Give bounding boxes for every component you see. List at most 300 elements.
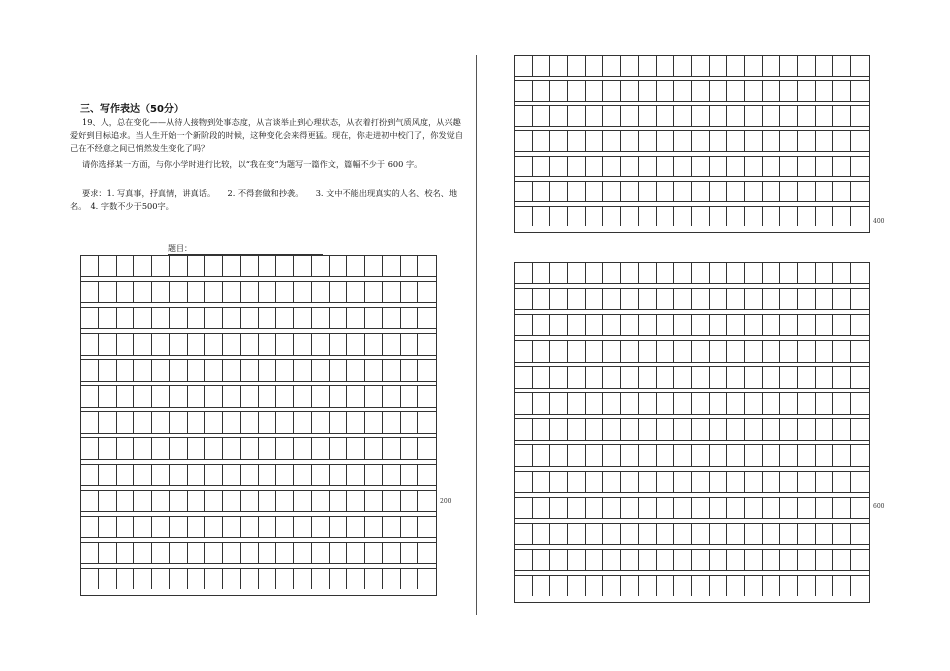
grid-cell[interactable] — [312, 412, 330, 432]
grid-cell[interactable] — [312, 386, 330, 406]
grid-cell[interactable] — [533, 263, 551, 283]
grid-cell[interactable] — [657, 56, 675, 76]
grid-cell[interactable] — [674, 182, 692, 202]
grid-cell[interactable] — [851, 498, 869, 518]
grid-cell[interactable] — [710, 289, 728, 309]
grid-cell[interactable] — [586, 289, 604, 309]
grid-cell[interactable] — [639, 393, 657, 413]
grid-cell[interactable] — [223, 491, 241, 511]
grid-cell[interactable] — [134, 517, 152, 537]
grid-cell[interactable] — [798, 576, 816, 596]
grid-cell[interactable] — [621, 157, 639, 177]
grid-cell[interactable] — [603, 498, 621, 518]
grid-cell[interactable] — [276, 334, 294, 354]
grid-cell[interactable] — [727, 157, 745, 177]
grid-cell[interactable] — [294, 491, 312, 511]
grid-cell[interactable] — [152, 360, 170, 380]
grid-cell[interactable] — [99, 386, 117, 406]
grid-cell[interactable] — [710, 263, 728, 283]
grid-cell[interactable] — [833, 207, 851, 227]
grid-cell[interactable] — [205, 543, 223, 563]
grid-cell[interactable] — [117, 334, 135, 354]
grid-cell[interactable] — [294, 569, 312, 589]
grid-cell[interactable] — [383, 543, 401, 563]
grid-cell[interactable] — [418, 256, 436, 276]
writing-grid-400[interactable] — [514, 55, 870, 233]
grid-cell[interactable] — [515, 207, 533, 227]
grid-cell[interactable] — [763, 182, 781, 202]
grid-cell[interactable] — [312, 308, 330, 328]
grid-cell[interactable] — [330, 308, 348, 328]
grid-cell[interactable] — [188, 543, 206, 563]
grid-cell[interactable] — [550, 106, 568, 126]
grid-cell[interactable] — [170, 465, 188, 485]
grid-cell[interactable] — [674, 263, 692, 283]
grid-cell[interactable] — [692, 393, 710, 413]
grid-cell[interactable] — [550, 576, 568, 596]
grid-cell[interactable] — [745, 207, 763, 227]
grid-cell[interactable] — [276, 517, 294, 537]
grid-cell[interactable] — [603, 367, 621, 387]
grid-cell[interactable] — [603, 445, 621, 465]
grid-cell[interactable] — [99, 438, 117, 458]
grid-cell[interactable] — [312, 491, 330, 511]
grid-cell[interactable] — [586, 56, 604, 76]
grid-cell[interactable] — [99, 569, 117, 589]
grid-cell[interactable] — [639, 106, 657, 126]
grid-cell[interactable] — [401, 465, 419, 485]
grid-cell[interactable] — [763, 341, 781, 361]
grid-cell[interactable] — [763, 550, 781, 570]
grid-cell[interactable] — [134, 543, 152, 563]
grid-cell[interactable] — [533, 550, 551, 570]
grid-cell[interactable] — [798, 81, 816, 101]
grid-cell[interactable] — [568, 341, 586, 361]
grid-cell[interactable] — [710, 524, 728, 544]
grid-cell[interactable] — [241, 360, 259, 380]
grid-cell[interactable] — [586, 550, 604, 570]
grid-cell[interactable] — [347, 517, 365, 537]
grid-cell[interactable] — [347, 465, 365, 485]
grid-cell[interactable] — [692, 81, 710, 101]
grid-cell[interactable] — [259, 308, 277, 328]
grid-cell[interactable] — [639, 445, 657, 465]
grid-cell[interactable] — [833, 81, 851, 101]
grid-cell[interactable] — [727, 341, 745, 361]
grid-cell[interactable] — [152, 438, 170, 458]
grid-cell[interactable] — [330, 543, 348, 563]
grid-cell[interactable] — [418, 282, 436, 302]
grid-cell[interactable] — [170, 256, 188, 276]
grid-cell[interactable] — [515, 498, 533, 518]
grid-cell[interactable] — [621, 498, 639, 518]
grid-cell[interactable] — [780, 524, 798, 544]
grid-cell[interactable] — [81, 517, 99, 537]
grid-cell[interactable] — [294, 308, 312, 328]
grid-cell[interactable] — [603, 207, 621, 227]
grid-cell[interactable] — [533, 576, 551, 596]
grid-cell[interactable] — [99, 256, 117, 276]
grid-cell[interactable] — [550, 289, 568, 309]
grid-cell[interactable] — [276, 569, 294, 589]
grid-cell[interactable] — [833, 157, 851, 177]
grid-cell[interactable] — [763, 289, 781, 309]
grid-cell[interactable] — [515, 341, 533, 361]
grid-cell[interactable] — [692, 445, 710, 465]
grid-cell[interactable] — [621, 367, 639, 387]
grid-cell[interactable] — [833, 367, 851, 387]
grid-cell[interactable] — [568, 576, 586, 596]
grid-cell[interactable] — [223, 412, 241, 432]
grid-cell[interactable] — [763, 393, 781, 413]
grid-cell[interactable] — [365, 569, 383, 589]
grid-cell[interactable] — [365, 491, 383, 511]
grid-cell[interactable] — [745, 182, 763, 202]
grid-cell[interactable] — [851, 56, 869, 76]
grid-cell[interactable] — [188, 491, 206, 511]
grid-cell[interactable] — [657, 419, 675, 439]
grid-cell[interactable] — [727, 367, 745, 387]
grid-cell[interactable] — [312, 543, 330, 563]
grid-cell[interactable] — [515, 289, 533, 309]
grid-cell[interactable] — [276, 256, 294, 276]
grid-cell[interactable] — [798, 550, 816, 570]
grid-cell[interactable] — [241, 412, 259, 432]
grid-cell[interactable] — [586, 263, 604, 283]
grid-cell[interactable] — [401, 282, 419, 302]
grid-cell[interactable] — [383, 465, 401, 485]
grid-cell[interactable] — [134, 334, 152, 354]
grid-cell[interactable] — [586, 524, 604, 544]
grid-cell[interactable] — [568, 419, 586, 439]
grid-cell[interactable] — [550, 472, 568, 492]
grid-cell[interactable] — [550, 419, 568, 439]
grid-cell[interactable] — [170, 282, 188, 302]
grid-cell[interactable] — [205, 360, 223, 380]
grid-cell[interactable] — [294, 412, 312, 432]
grid-cell[interactable] — [833, 524, 851, 544]
grid-cell[interactable] — [745, 56, 763, 76]
grid-cell[interactable] — [851, 157, 869, 177]
grid-cell[interactable] — [603, 550, 621, 570]
grid-cell[interactable] — [603, 263, 621, 283]
grid-cell[interactable] — [780, 207, 798, 227]
grid-cell[interactable] — [533, 315, 551, 335]
grid-cell[interactable] — [515, 106, 533, 126]
grid-cell[interactable] — [134, 282, 152, 302]
grid-cell[interactable] — [401, 543, 419, 563]
grid-cell[interactable] — [241, 256, 259, 276]
grid-cell[interactable] — [692, 341, 710, 361]
grid-cell[interactable] — [833, 289, 851, 309]
grid-cell[interactable] — [727, 56, 745, 76]
grid-cell[interactable] — [674, 341, 692, 361]
grid-cell[interactable] — [833, 315, 851, 335]
grid-cell[interactable] — [586, 341, 604, 361]
grid-cell[interactable] — [851, 289, 869, 309]
grid-cell[interactable] — [727, 289, 745, 309]
grid-cell[interactable] — [833, 445, 851, 465]
grid-cell[interactable] — [816, 576, 834, 596]
grid-cell[interactable] — [134, 386, 152, 406]
grid-cell[interactable] — [276, 282, 294, 302]
grid-cell[interactable] — [383, 360, 401, 380]
grid-cell[interactable] — [710, 576, 728, 596]
grid-cell[interactable] — [533, 81, 551, 101]
grid-cell[interactable] — [294, 543, 312, 563]
grid-cell[interactable] — [241, 282, 259, 302]
grid-cell[interactable] — [347, 438, 365, 458]
grid-cell[interactable] — [383, 256, 401, 276]
grid-cell[interactable] — [99, 517, 117, 537]
grid-cell[interactable] — [294, 334, 312, 354]
grid-cell[interactable] — [621, 106, 639, 126]
grid-cell[interactable] — [639, 157, 657, 177]
grid-cell[interactable] — [763, 419, 781, 439]
grid-cell[interactable] — [603, 131, 621, 151]
grid-cell[interactable] — [727, 131, 745, 151]
grid-cell[interactable] — [294, 465, 312, 485]
grid-cell[interactable] — [81, 334, 99, 354]
grid-cell[interactable] — [312, 438, 330, 458]
grid-cell[interactable] — [294, 517, 312, 537]
grid-cell[interactable] — [851, 106, 869, 126]
grid-cell[interactable] — [780, 106, 798, 126]
grid-cell[interactable] — [152, 543, 170, 563]
grid-cell[interactable] — [330, 360, 348, 380]
grid-cell[interactable] — [657, 289, 675, 309]
grid-cell[interactable] — [515, 131, 533, 151]
grid-cell[interactable] — [117, 386, 135, 406]
grid-cell[interactable] — [798, 393, 816, 413]
grid-cell[interactable] — [780, 393, 798, 413]
grid-cell[interactable] — [639, 207, 657, 227]
grid-cell[interactable] — [241, 569, 259, 589]
grid-cell[interactable] — [205, 334, 223, 354]
grid-cell[interactable] — [833, 263, 851, 283]
grid-cell[interactable] — [223, 517, 241, 537]
grid-cell[interactable] — [780, 472, 798, 492]
grid-cell[interactable] — [117, 256, 135, 276]
grid-cell[interactable] — [81, 465, 99, 485]
grid-cell[interactable] — [657, 576, 675, 596]
grid-cell[interactable] — [710, 207, 728, 227]
grid-cell[interactable] — [259, 360, 277, 380]
grid-cell[interactable] — [117, 412, 135, 432]
grid-cell[interactable] — [223, 334, 241, 354]
grid-cell[interactable] — [533, 157, 551, 177]
grid-cell[interactable] — [533, 289, 551, 309]
grid-cell[interactable] — [418, 438, 436, 458]
grid-cell[interactable] — [586, 207, 604, 227]
grid-cell[interactable] — [81, 438, 99, 458]
grid-cell[interactable] — [692, 524, 710, 544]
grid-cell[interactable] — [170, 412, 188, 432]
grid-cell[interactable] — [745, 367, 763, 387]
grid-cell[interactable] — [833, 131, 851, 151]
grid-cell[interactable] — [241, 491, 259, 511]
grid-cell[interactable] — [674, 498, 692, 518]
grid-cell[interactable] — [851, 445, 869, 465]
grid-cell[interactable] — [780, 550, 798, 570]
grid-cell[interactable] — [763, 157, 781, 177]
grid-cell[interactable] — [780, 131, 798, 151]
grid-cell[interactable] — [330, 465, 348, 485]
grid-cell[interactable] — [99, 465, 117, 485]
grid-cell[interactable] — [134, 491, 152, 511]
grid-cell[interactable] — [816, 341, 834, 361]
grid-cell[interactable] — [568, 81, 586, 101]
grid-cell[interactable] — [851, 550, 869, 570]
grid-cell[interactable] — [586, 131, 604, 151]
grid-cell[interactable] — [259, 412, 277, 432]
grid-cell[interactable] — [586, 315, 604, 335]
grid-cell[interactable] — [241, 386, 259, 406]
grid-cell[interactable] — [586, 472, 604, 492]
grid-cell[interactable] — [99, 360, 117, 380]
grid-cell[interactable] — [223, 569, 241, 589]
grid-cell[interactable] — [568, 445, 586, 465]
grid-cell[interactable] — [99, 308, 117, 328]
grid-cell[interactable] — [833, 472, 851, 492]
grid-cell[interactable] — [134, 569, 152, 589]
grid-cell[interactable] — [294, 282, 312, 302]
grid-cell[interactable] — [170, 386, 188, 406]
grid-cell[interactable] — [816, 419, 834, 439]
grid-cell[interactable] — [99, 334, 117, 354]
grid-cell[interactable] — [550, 498, 568, 518]
grid-cell[interactable] — [763, 524, 781, 544]
grid-cell[interactable] — [586, 106, 604, 126]
grid-cell[interactable] — [674, 550, 692, 570]
grid-cell[interactable] — [188, 412, 206, 432]
grid-cell[interactable] — [99, 543, 117, 563]
grid-cell[interactable] — [851, 81, 869, 101]
grid-cell[interactable] — [276, 491, 294, 511]
grid-cell[interactable] — [710, 445, 728, 465]
grid-cell[interactable] — [727, 445, 745, 465]
grid-cell[interactable] — [259, 569, 277, 589]
grid-cell[interactable] — [81, 256, 99, 276]
grid-cell[interactable] — [117, 465, 135, 485]
grid-cell[interactable] — [603, 419, 621, 439]
grid-cell[interactable] — [816, 263, 834, 283]
grid-cell[interactable] — [152, 308, 170, 328]
grid-cell[interactable] — [259, 465, 277, 485]
grid-cell[interactable] — [603, 81, 621, 101]
grid-cell[interactable] — [674, 56, 692, 76]
grid-cell[interactable] — [621, 524, 639, 544]
grid-cell[interactable] — [205, 308, 223, 328]
grid-cell[interactable] — [401, 491, 419, 511]
grid-cell[interactable] — [674, 81, 692, 101]
grid-cell[interactable] — [745, 263, 763, 283]
grid-cell[interactable] — [586, 393, 604, 413]
grid-cell[interactable] — [763, 56, 781, 76]
grid-cell[interactable] — [798, 131, 816, 151]
grid-cell[interactable] — [798, 472, 816, 492]
grid-cell[interactable] — [81, 543, 99, 563]
grid-cell[interactable] — [833, 182, 851, 202]
grid-cell[interactable] — [152, 491, 170, 511]
grid-cell[interactable] — [188, 282, 206, 302]
grid-cell[interactable] — [515, 315, 533, 335]
grid-cell[interactable] — [81, 569, 99, 589]
grid-cell[interactable] — [816, 207, 834, 227]
grid-cell[interactable] — [586, 157, 604, 177]
grid-cell[interactable] — [621, 550, 639, 570]
grid-cell[interactable] — [418, 491, 436, 511]
grid-cell[interactable] — [99, 282, 117, 302]
grid-cell[interactable] — [276, 465, 294, 485]
grid-cell[interactable] — [117, 491, 135, 511]
grid-cell[interactable] — [621, 207, 639, 227]
grid-cell[interactable] — [188, 517, 206, 537]
grid-cell[interactable] — [674, 157, 692, 177]
grid-cell[interactable] — [418, 543, 436, 563]
grid-cell[interactable] — [152, 386, 170, 406]
grid-cell[interactable] — [81, 412, 99, 432]
grid-cell[interactable] — [401, 386, 419, 406]
grid-cell[interactable] — [710, 182, 728, 202]
grid-cell[interactable] — [134, 256, 152, 276]
grid-cell[interactable] — [639, 81, 657, 101]
grid-cell[interactable] — [533, 207, 551, 227]
grid-cell[interactable] — [365, 256, 383, 276]
grid-cell[interactable] — [533, 131, 551, 151]
grid-cell[interactable] — [205, 569, 223, 589]
grid-cell[interactable] — [657, 157, 675, 177]
grid-cell[interactable] — [657, 182, 675, 202]
grid-cell[interactable] — [657, 207, 675, 227]
grid-cell[interactable] — [170, 438, 188, 458]
grid-cell[interactable] — [568, 367, 586, 387]
grid-cell[interactable] — [621, 472, 639, 492]
grid-cell[interactable] — [205, 282, 223, 302]
grid-cell[interactable] — [312, 517, 330, 537]
grid-cell[interactable] — [763, 207, 781, 227]
grid-cell[interactable] — [710, 341, 728, 361]
grid-cell[interactable] — [81, 360, 99, 380]
grid-cell[interactable] — [365, 386, 383, 406]
grid-cell[interactable] — [798, 289, 816, 309]
grid-cell[interactable] — [515, 393, 533, 413]
grid-cell[interactable] — [401, 517, 419, 537]
grid-cell[interactable] — [347, 256, 365, 276]
grid-cell[interactable] — [603, 341, 621, 361]
grid-cell[interactable] — [205, 465, 223, 485]
grid-cell[interactable] — [833, 576, 851, 596]
grid-cell[interactable] — [798, 498, 816, 518]
grid-cell[interactable] — [603, 289, 621, 309]
grid-cell[interactable] — [330, 386, 348, 406]
grid-cell[interactable] — [745, 106, 763, 126]
grid-cell[interactable] — [188, 438, 206, 458]
grid-cell[interactable] — [657, 263, 675, 283]
grid-cell[interactable] — [710, 315, 728, 335]
grid-cell[interactable] — [639, 341, 657, 361]
grid-cell[interactable] — [294, 256, 312, 276]
grid-cell[interactable] — [833, 106, 851, 126]
grid-cell[interactable] — [745, 576, 763, 596]
grid-cell[interactable] — [347, 334, 365, 354]
grid-cell[interactable] — [710, 550, 728, 570]
grid-cell[interactable] — [710, 56, 728, 76]
grid-cell[interactable] — [763, 263, 781, 283]
grid-cell[interactable] — [568, 472, 586, 492]
grid-cell[interactable] — [152, 334, 170, 354]
grid-cell[interactable] — [727, 182, 745, 202]
